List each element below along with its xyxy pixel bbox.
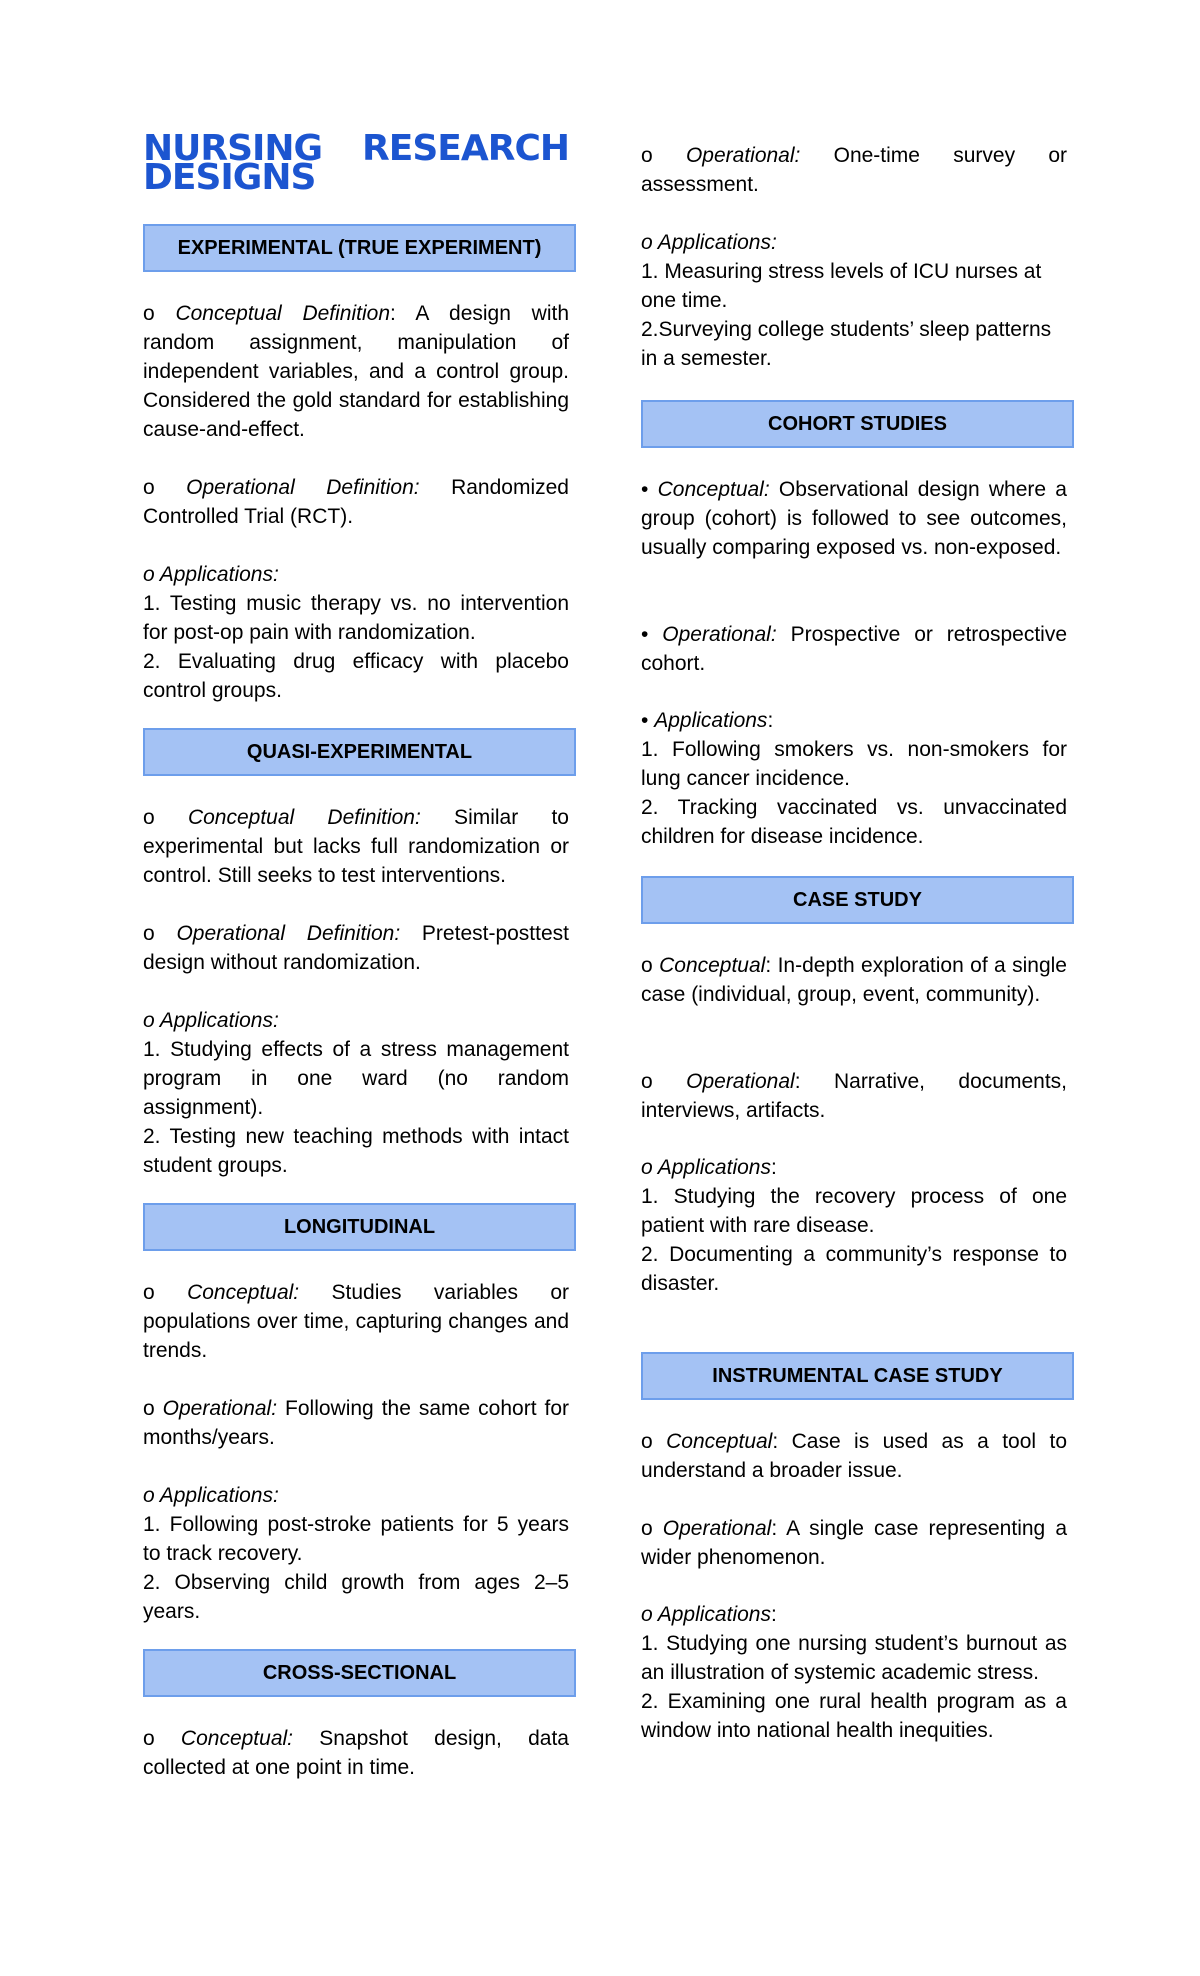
section-header-longitudinal: LONGITUDINAL: [143, 1203, 576, 1251]
instrumental-conceptual: o Conceptual: Case is used as a tool to understand a broader issue.: [641, 1430, 1067, 1482]
cohort-conceptual: • Conceptual: Observational design where a group (cohort) is followed to see outcomes, usually comparing exposed vs. non-exposed.: [641, 478, 1067, 559]
application-item: 2.Surveying college students’ sleep patterns in a semester.: [641, 318, 1052, 370]
title-word-nursing: NURSING: [143, 128, 323, 169]
quasi-operational: o Operational Definition: Pretest-posttest design without randomization.: [143, 922, 569, 974]
application-item: 1. Studying the recovery process of one patient with rare disease.: [641, 1185, 1067, 1237]
cross-sectional-conceptual: o Conceptual: Snapshot design, data collected at one point in time.: [143, 1727, 569, 1779]
application-item: 1. Measuring stress levels of ICU nurses at one time.: [641, 260, 1042, 312]
page-title: [143, 128, 569, 198]
cohort-applications: • Applications: 1. Following smokers vs. non-smokers for lung cancer incidence. 2. Tracking vaccinated vs. unvaccinated children for disease incidence.: [641, 706, 1067, 851]
longitudinal-conceptual: o Conceptual: Studies variables or populations over time, capturing changes and trends.: [143, 1281, 569, 1362]
section-header-cross-sectional: CROSS-SECTIONAL: [143, 1649, 576, 1697]
cross-sectional-operational: o Operational: One-time survey or assessment.: [641, 144, 1067, 196]
section-header-experimental: EXPERIMENTAL (TRUE EXPERIMENT): [143, 224, 576, 272]
application-item: 1. Following post-stroke patients for 5 years to track recovery.: [143, 1513, 569, 1565]
quasi-applications: o Applications: 1. Studying effects of a stress management program in one ward (no random assignment). 2. Testing new teaching methods with intact student groups.: [143, 1006, 569, 1180]
longitudinal-operational: o Operational: Following the same cohort for months/years.: [143, 1397, 569, 1449]
instrumental-applications: o Applications: 1. Studying one nursing student’s burnout as an illustration of systemic academic stress. 2. Examining one rural health program as a window into national health inequities.: [641, 1600, 1067, 1745]
section-header-instrumental-case-study: INSTRUMENTAL CASE STUDY: [641, 1352, 1074, 1400]
title-word-designs: DESIGNS: [143, 157, 316, 198]
application-item: 2. Testing new teaching methods with intact student groups.: [143, 1125, 569, 1177]
longitudinal-applications: o Applications: 1. Following post-stroke patients for 5 years to track recovery. 2. Observing child growth from ages 2–5 years.: [143, 1481, 569, 1626]
section-header-case-study: CASE STUDY: [641, 876, 1074, 924]
experimental-conceptual: o Conceptual Definition: A design with random assignment, manipulation of independent variables, and a control group. Considered the gold standard for establishing cause-and-effect.: [143, 302, 570, 441]
quasi-conceptual: o Conceptual Definition: Similar to experimental but lacks full randomization or control. Still seeks to test interventions.: [143, 806, 569, 887]
application-item: 1. Testing music therapy vs. no intervention for post-op pain with randomization.: [143, 592, 569, 644]
case-study-operational: o Operational: Narrative, documents, interviews, artifacts.: [641, 1070, 1067, 1122]
case-study-conceptual: o Conceptual: In-depth exploration of a single case (individual, group, event, community).: [641, 954, 1067, 1006]
application-item: 2. Observing child growth from ages 2–5 years.: [143, 1571, 569, 1623]
experimental-applications: o Applications: 1. Testing music therapy vs. no intervention for post-op pain with randomization. 2. Evaluating drug efficacy with placebo control groups.: [143, 560, 569, 705]
experimental-operational: o Operational Definition: Randomized Controlled Trial (RCT).: [143, 476, 569, 528]
section-header-quasi-experimental: QUASI-EXPERIMENTAL: [143, 728, 576, 776]
application-item: 1. Studying one nursing student’s burnout as an illustration of systemic academic stress.: [641, 1632, 1067, 1684]
application-item: 2. Examining one rural health program as a window into national health inequities.: [641, 1690, 1067, 1742]
case-study-applications: o Applications: 1. Studying the recovery process of one patient with rare disease. 2. Documenting a community’s response to disaster.: [641, 1153, 1067, 1298]
cross-sectional-applications: o Applications: 1. Measuring stress levels of ICU nurses at one time. 2.Surveying college students’ sleep patterns in a semester.: [641, 228, 1067, 373]
instrumental-operational: o Operational: A single case representing a wider phenomenon.: [641, 1517, 1067, 1569]
section-header-cohort-studies: COHORT STUDIES: [641, 400, 1074, 448]
cohort-operational: • Operational: Prospective or retrospective cohort.: [641, 623, 1067, 675]
application-item: 2. Evaluating drug efficacy with placebo control groups.: [143, 650, 569, 702]
application-item: 1. Studying effects of a stress management program in one ward (no random assignment).: [143, 1038, 569, 1119]
application-item: 1. Following smokers vs. non-smokers for lung cancer incidence.: [641, 738, 1067, 790]
application-item: 2. Documenting a community’s response to disaster.: [641, 1243, 1067, 1295]
application-item: 2. Tracking vaccinated vs. unvaccinated children for disease incidence.: [641, 796, 1067, 848]
title-word-research: RESEARCH: [362, 128, 569, 169]
